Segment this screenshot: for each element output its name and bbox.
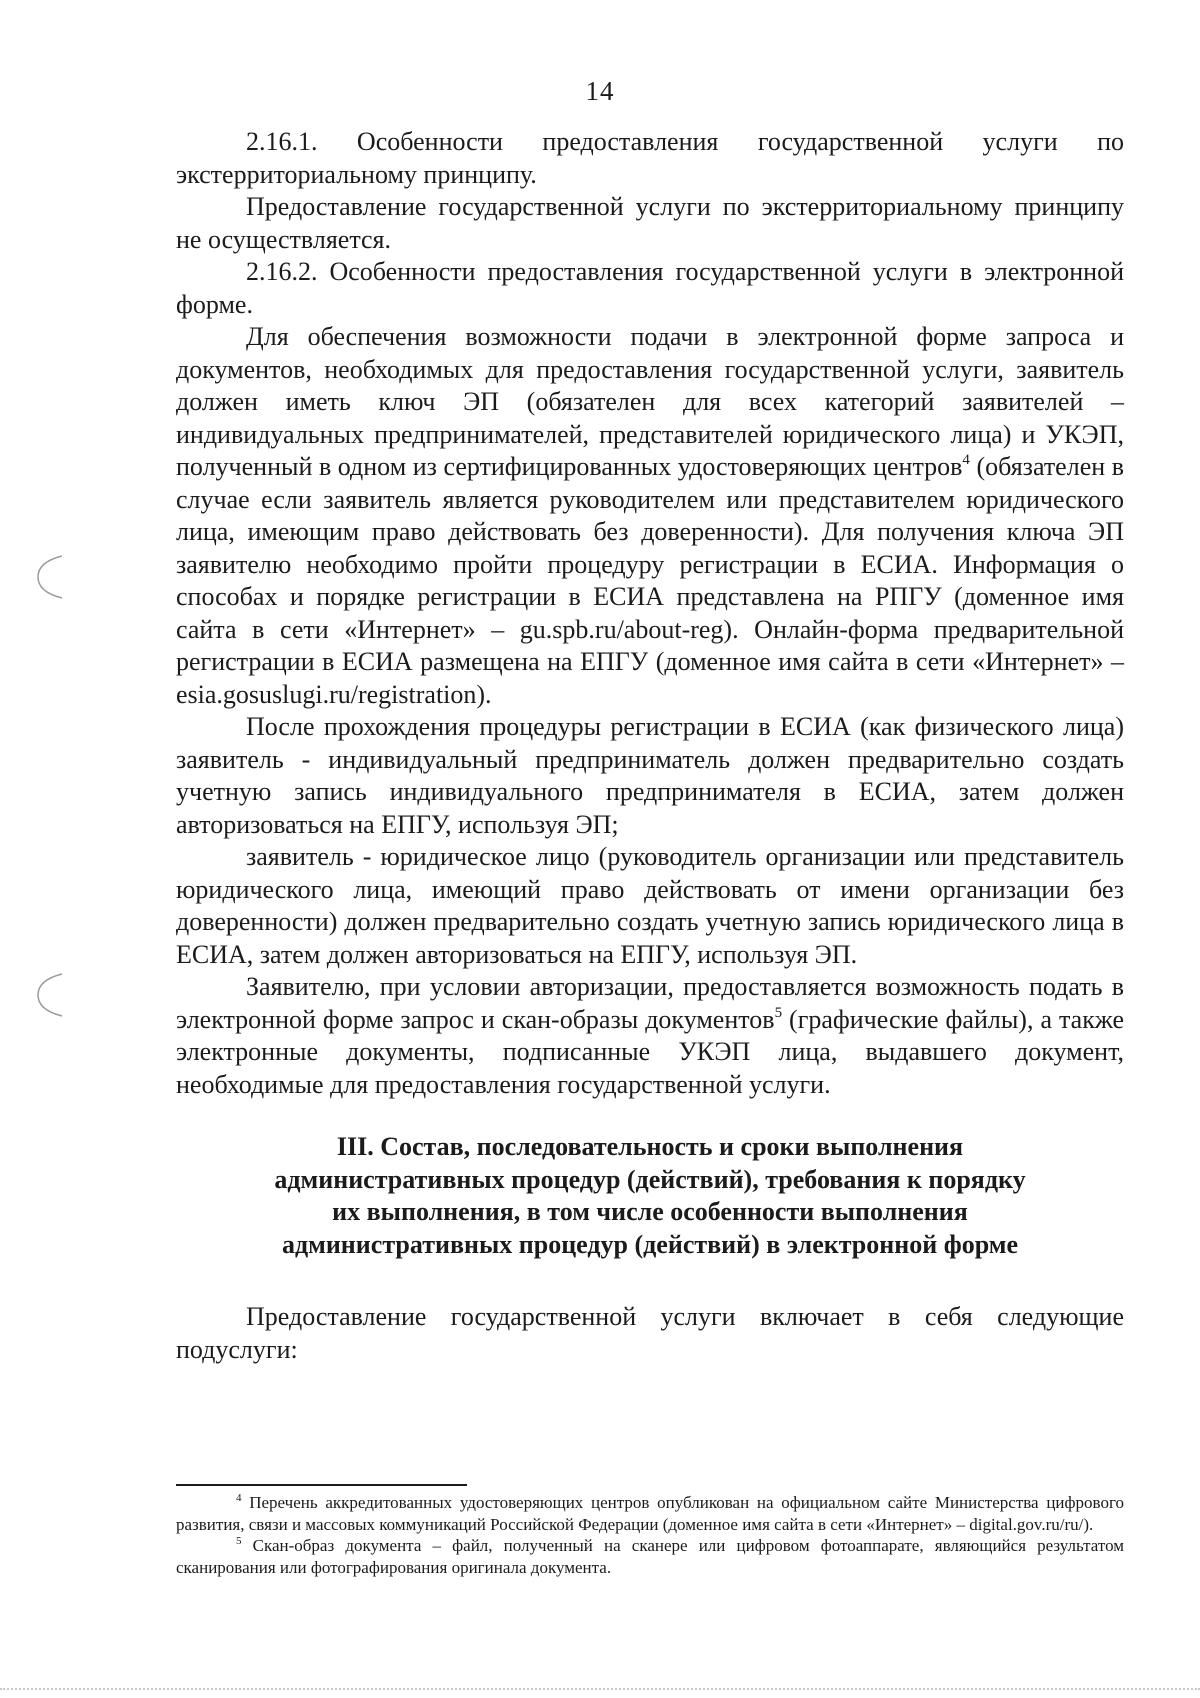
punch-hole-mark xyxy=(30,552,70,602)
paragraph-extraterritorial: Предоставление государственной услуги по экстерриториальному принципу не осуществляется. xyxy=(176,192,1124,254)
paragraph-2-16-1: 2.16.1. Особенности предоставления государственной услуги по экстерриториальному принципу. xyxy=(176,127,1124,189)
scan-edge-line xyxy=(0,1688,1200,1690)
footnote-5 xyxy=(176,1535,1124,1578)
footnote-ref-4: 4 xyxy=(962,452,970,468)
footnote-mark: 5 xyxy=(236,1535,242,1547)
paragraph-text: (графические файлы), а также электронные документы, подписанные УКЭП лица, выдавшего документ, необходимые для предоставления государственной услуги. xyxy=(176,1004,1124,1099)
paragraph-subservices: Предоставление государственной услуги включает в себя следующие подуслуги: xyxy=(176,1302,1124,1364)
footnotes xyxy=(176,1492,1124,1578)
heading-line: административных процедур (действий) в электронной форме xyxy=(281,1229,1019,1259)
page-number: 14 xyxy=(585,76,615,106)
footnote-text: Скан-образ документа – файл, полученный на сканере или цифровом фотоаппарате, являющийся результатом сканирования или фотографирования оригинала документа. xyxy=(176,1536,1124,1577)
paragraph-authorization xyxy=(176,971,1124,1101)
heading-line: III. Состав, последовательность и сроки выполнения xyxy=(336,1132,964,1161)
paragraph-legal-entity: заявитель - юридическое лицо (руководитель организации или представитель юридического лица, имеющий право действовать от имени организации без доверенности) должен предварительно создать учетную запись юридического лица в ЕСИА, затем должен авторизоваться на ЕПГУ, используя ЭП. xyxy=(176,842,1124,969)
paragraph-text: Для обеспечения возможности подачи в электронной форме запроса и документов, необходимых для предоставления государственной услуги, заявитель должен иметь ключ ЭП (обязателен для всех категорий заявителей – индивидуальных предпринимателей, представителей юридического лица) и УКЭП, полученный в одном из сертифицированных удостоверяющих центров xyxy=(176,322,1124,481)
footnote-separator xyxy=(176,1484,467,1486)
paragraph-text: Заявителю, при условии авторизации, предоставляется возможность подать в электронной форме запрос и скан-образы документов xyxy=(176,972,1124,1034)
paragraph-2-16-2: 2.16.2. Особенности предоставления государственной услуги в электронной форме. xyxy=(176,257,1124,319)
section-heading xyxy=(176,1131,1124,1261)
footnote-mark: 4 xyxy=(236,1492,242,1504)
footnote-ref-5: 5 xyxy=(774,1004,783,1021)
paragraph-text: (обязателен в случае если заявитель является руководителем или представителем юридического лица, имеющим право действовать без доверенности). Для получения ключа ЭП заявителю необходимо пройти процедуру регистрации в ЕСИА. Информация о способах и порядке регистрации в ЕСИА представлена на РПГУ (доменное имя сайта в сети «Интернет» – gu.spb.ru/about-reg). Онлайн-форма предварительной регистрации в ЕСИА размещена на ЕПГУ (доменное имя сайта в сети «Интернет» – esia.gosuslugi.ru/registration). xyxy=(176,452,1124,709)
paragraph-individual-entrepreneur: После прохождения процедуры регистрации в ЕСИА (как физического лица) заявитель - индивидуальный предприниматель должен предварительно создать учетную запись индивидуального предпринимателя в ЕСИА, затем должен авторизоваться на ЕПГУ, используя ЭП; xyxy=(176,712,1124,839)
footnote-text: Перечень аккредитованных удостоверяющих центров опубликован на официальном сайте Министерства цифрового развития, связи и массовых коммуникаций Российской Федерации (доменное имя сайта в сети «Интернет» – digital.gov.ru/ru/). xyxy=(176,1493,1124,1534)
heading-line: их выполнения, в том числе особенности выполнения xyxy=(332,1197,968,1226)
document-body xyxy=(176,126,1124,1366)
paragraph-electronic-submission xyxy=(176,321,1124,711)
heading-line: административных процедур (действий), требования к порядку xyxy=(274,1164,1026,1194)
punch-hole-mark xyxy=(30,970,70,1020)
footnote-4 xyxy=(176,1492,1124,1535)
